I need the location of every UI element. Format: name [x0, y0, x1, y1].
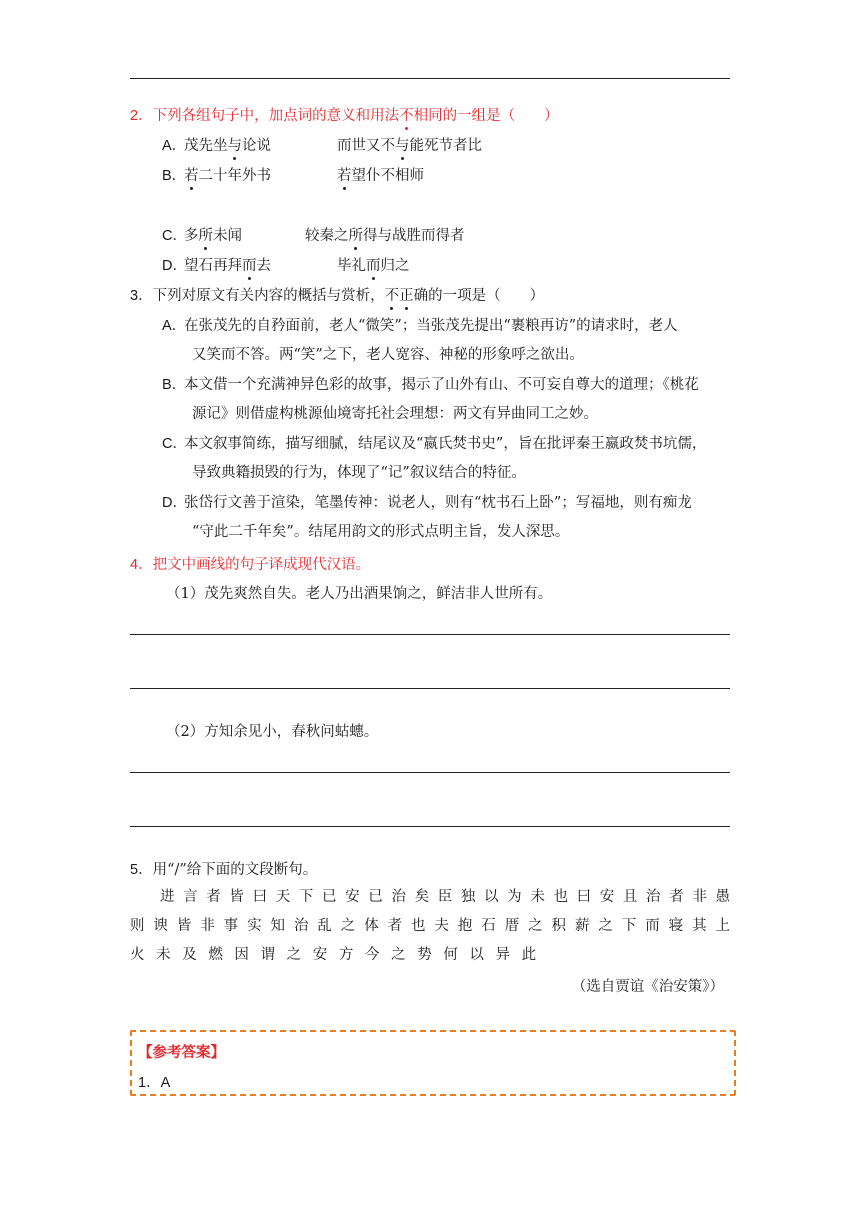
q3-option-b: B．本文借一个充满神异色彩的故事，揭示了山外有山、不可妄自尊大的道理；《桃花 源记》则借虚构桃源仙境寄托社会理想：两文有异曲同工之妙。 — [162, 377, 699, 422]
q2-option-c-right: 较秦之所得与战胜而得者 — [305, 224, 465, 245]
dotted-char: 所 — [349, 224, 364, 245]
q5-stem: 5．用“/”给下面的文段断句。 — [130, 862, 318, 878]
top-divider — [130, 78, 730, 79]
dotted-char: 若 — [184, 164, 199, 185]
q2-option-b-right: 若望仆不相师 — [337, 164, 424, 185]
q2-option-d: D．望石再拜而去 — [162, 254, 271, 275]
q3-number: 3． — [130, 288, 153, 304]
dotted-char: 若 — [337, 164, 352, 185]
emphasis-dot-char: 不 — [399, 104, 414, 125]
q2-number: 2． — [130, 108, 153, 124]
q4-item-1: （1）茂先爽然自失。老人乃出酒果饷之，鲜洁非人世所有。 — [166, 586, 553, 602]
dotted-char: 与 — [395, 134, 410, 155]
answer-line — [130, 772, 730, 773]
q3-option-d: D．张岱行文善于渲染，笔墨传神：说老人，则有“枕书石上卧”；写福地，则有痴龙 “守此二千年矣”。结尾用韵文的形式点明主旨，发人深思。 — [162, 495, 692, 540]
answer-title: 【参考答案】 — [138, 1044, 225, 1061]
q2-option-a-right: 而世又不与能死节者比 — [337, 134, 482, 155]
q2-stem: 2．下列各组句子中，加点词的意义和用法不相同的一组是（ ） — [130, 104, 559, 125]
q4-item-2: （2）方知余见小，春秋问蛄蟪。 — [166, 724, 379, 740]
dotted-char: 所 — [199, 224, 214, 245]
q3-option-a: A．在张茂先的自矜面前，老人“微笑”；当张茂先提出“裹粮再访”的请求时，老人 又笑而不答。两“笑”之下，老人宽容、神秘的形象呼之欲出。 — [162, 318, 678, 363]
q3-option-c: C．本文叙事简练，描写细腻，结尾议及“嬴氏焚书史”，旨在批评秦王嬴政焚书坑儒， 导致典籍损毁的行为，体现了“记”叙议结合的特征。 — [162, 436, 707, 481]
q4-number: 4． — [130, 557, 153, 573]
answer-line — [130, 634, 730, 635]
answer-line — [130, 688, 730, 689]
q5-passage-line-2: 则 谀 皆 非 事 实 知 治 乱 之 体 者 也 夫 抱 石 厝 之 积 薪 之 下 而 寝 其 上 — [130, 918, 730, 934]
answer-line-1: 1．A — [138, 1075, 171, 1091]
dotted-char: 而 — [366, 254, 381, 275]
q5-passage-line-1: 进 言 者 皆 曰 天 下 已 安 已 治 矣 臣 独 以 为 未 也 曰 安 且 治 者 非 愚 — [160, 889, 730, 905]
q2-option-c: C．多所未闻 — [162, 224, 242, 245]
q2-option-a: A．茂先坐与论说 — [162, 134, 271, 155]
dotted-char: 而 — [242, 254, 257, 275]
reference-answer-box — [130, 1030, 736, 1096]
q5-number: 5． — [130, 862, 153, 878]
q2-option-b: B．若二十年外书 — [162, 164, 271, 185]
q5-passage-line-3: 火 未 及 燃 因 谓 之 安 方 今 之 势 何 以 异 此 — [130, 947, 537, 963]
dotted-char: 与 — [228, 134, 243, 155]
dotted-char: 不 — [385, 284, 400, 305]
q2-option-d-right: 毕礼而归之 — [337, 254, 410, 275]
answer-line — [130, 826, 730, 827]
q3-stem: 3．下列对原文有关内容的概括与赏析，不正确的一项是（ ） — [130, 284, 544, 305]
dotted-char: 正 — [399, 284, 414, 305]
q5-source: （选自贾谊《治安策》） — [571, 979, 724, 995]
q4-stem: 4．把文中画线的句子译成现代汉语。 — [130, 557, 371, 573]
